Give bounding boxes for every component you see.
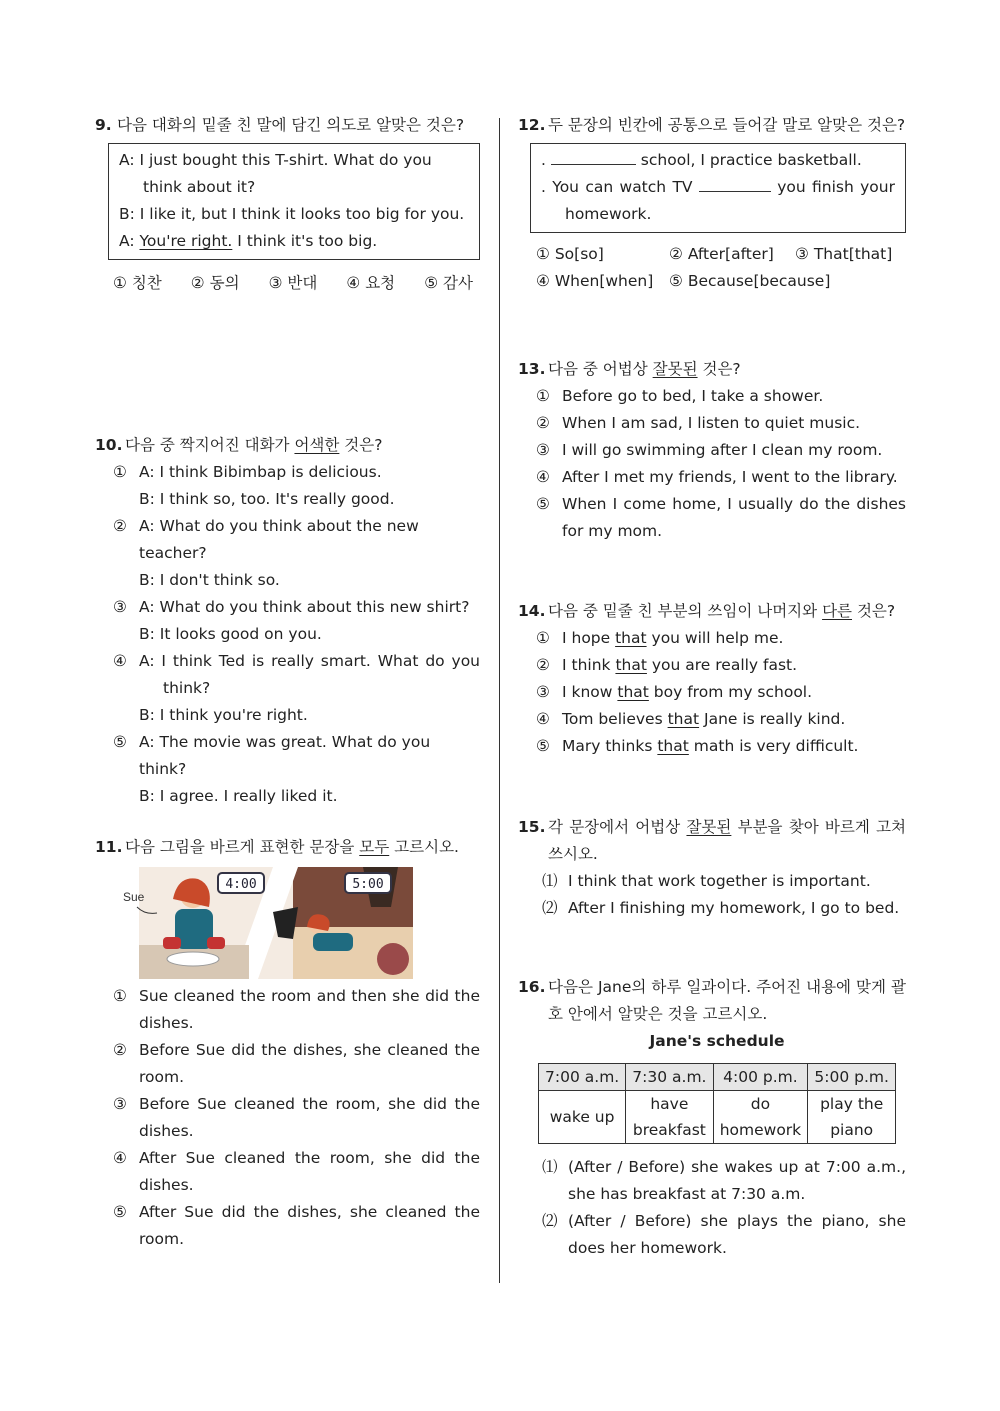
prompt-part: 각 문장에서 어법상 bbox=[548, 818, 687, 836]
option-4[interactable] bbox=[536, 464, 906, 491]
line-b: B: I don't think so. bbox=[139, 571, 280, 589]
item-1[interactable] bbox=[542, 868, 906, 895]
option-text: After Sue did the dishes, she cleaned the room. bbox=[139, 1203, 480, 1248]
item-1[interactable] bbox=[542, 1154, 906, 1208]
blank[interactable] bbox=[551, 150, 636, 165]
option-2[interactable] bbox=[113, 1037, 480, 1091]
option-3[interactable] bbox=[113, 594, 480, 648]
option-text: you will help me. bbox=[646, 629, 784, 647]
prompt-part: 것은? bbox=[697, 360, 741, 378]
option-1[interactable] bbox=[536, 383, 906, 410]
option-mark: ⑤ bbox=[113, 1203, 127, 1221]
item-text: After I finishing my homework, I go to bed. bbox=[568, 899, 900, 917]
option-3[interactable] bbox=[536, 437, 906, 464]
question-9 bbox=[95, 112, 480, 297]
line-b: B: I agree. I really liked it. bbox=[139, 787, 338, 805]
option-4[interactable] bbox=[113, 1145, 480, 1199]
option-mark: ① bbox=[113, 987, 127, 1005]
blank[interactable] bbox=[699, 177, 771, 192]
items bbox=[542, 1154, 906, 1262]
dialog-line bbox=[119, 228, 469, 255]
option-3[interactable]: ③ 반대 bbox=[268, 274, 318, 292]
item-text: I think that work together is important. bbox=[568, 872, 871, 890]
option-3[interactable] bbox=[113, 1091, 480, 1145]
option-1[interactable] bbox=[536, 625, 906, 652]
prompt-part: 고르시오. bbox=[389, 838, 459, 856]
underlined-word: that bbox=[657, 737, 689, 755]
answer-options bbox=[536, 625, 906, 760]
option-text: I know bbox=[562, 683, 618, 701]
activity-cell bbox=[713, 1091, 808, 1144]
activity-text: have bbox=[650, 1095, 689, 1113]
option-1[interactable]: ① So[so] bbox=[536, 245, 604, 263]
sue-illustration bbox=[123, 867, 413, 979]
sentences-box bbox=[530, 143, 906, 233]
option-mark: ③ bbox=[536, 683, 550, 701]
line-b: B: I think you're right. bbox=[139, 706, 308, 724]
underlined-phrase: You're right. bbox=[139, 232, 233, 250]
question-12 bbox=[518, 112, 906, 295]
option-text: I hope bbox=[562, 629, 616, 647]
underlined-word: that bbox=[615, 629, 647, 647]
underlined-word: that bbox=[617, 683, 649, 701]
question-number: 9. bbox=[95, 116, 112, 134]
option-mark: ① bbox=[536, 387, 550, 405]
underlined-word: that bbox=[667, 710, 700, 728]
question-number: 13. bbox=[518, 360, 546, 378]
speaker: A: bbox=[119, 151, 135, 169]
option-text: boy from my school. bbox=[648, 683, 813, 701]
prompt-part: 것은? bbox=[339, 436, 383, 454]
question-number: 16. bbox=[518, 978, 546, 996]
item-2[interactable] bbox=[542, 1208, 906, 1262]
activity-text: breakfast bbox=[632, 1121, 706, 1139]
option-1[interactable] bbox=[113, 983, 480, 1037]
line-a: A: The movie was great. What do you think? bbox=[139, 733, 431, 778]
option-3[interactable]: ③ That[that] bbox=[795, 245, 893, 263]
sentence-text: you finish your homework. bbox=[565, 178, 895, 223]
dialog-box bbox=[108, 143, 480, 260]
sue-shirt-2 bbox=[313, 933, 353, 951]
bullet: . bbox=[541, 151, 546, 169]
dialog-text: I like it, but I think it looks too big for you. bbox=[139, 205, 465, 223]
option-5[interactable] bbox=[113, 729, 480, 810]
line-b: B: It looks good on you. bbox=[139, 625, 322, 643]
option-4[interactable]: ④ When[when] bbox=[536, 272, 654, 290]
option-4[interactable] bbox=[113, 648, 480, 729]
basket bbox=[377, 943, 409, 975]
activity-text: piano bbox=[830, 1121, 874, 1139]
dialog-line bbox=[119, 201, 469, 228]
option-5[interactable] bbox=[113, 1199, 480, 1253]
option-text: I think bbox=[562, 656, 616, 674]
option-5[interactable]: ⑤ Because[because] bbox=[669, 272, 831, 290]
item-mark: ⑵ bbox=[542, 1212, 558, 1230]
sentence-2 bbox=[541, 174, 895, 228]
option-text: After I met my friends, I went to the library. bbox=[562, 468, 898, 486]
answer-options bbox=[113, 983, 480, 1253]
option-mark: ④ bbox=[113, 652, 127, 670]
bullet: . bbox=[541, 178, 546, 196]
underlined-word: that bbox=[615, 656, 647, 674]
prompt-underlined: 모두 bbox=[359, 838, 390, 856]
option-mark: ② bbox=[113, 1041, 127, 1059]
prompt-part: 부분을 찾아 바르게 고쳐 쓰시오. bbox=[548, 818, 906, 863]
speaker: B: bbox=[119, 205, 135, 223]
question-10 bbox=[95, 432, 480, 810]
option-3[interactable] bbox=[536, 679, 906, 706]
answer-options bbox=[536, 241, 906, 295]
activity-cell bbox=[808, 1091, 896, 1144]
prompt-part: 다음 중 밑줄 친 부분의 쓰임이 나머지와 bbox=[548, 602, 823, 620]
prompt-part: 다음 중 짝지어진 대화가 bbox=[125, 436, 295, 454]
time-cell: 4:00 p.m. bbox=[713, 1064, 808, 1091]
option-mark: ④ bbox=[536, 710, 550, 728]
option-mark: ⑤ bbox=[113, 733, 127, 751]
question-14 bbox=[518, 598, 906, 760]
question-11 bbox=[95, 834, 480, 1253]
option-mark: ② bbox=[113, 517, 127, 535]
line-a: A: I think Bibimbap is delicious. bbox=[139, 463, 382, 481]
option-mark: ③ bbox=[536, 441, 550, 459]
line-a: A: What do you think about the new teacher? bbox=[139, 517, 419, 562]
clock-1-text: 4:00 bbox=[225, 877, 257, 892]
sentence-text: You can watch TV bbox=[552, 178, 699, 196]
activity-text: homework bbox=[719, 1121, 802, 1139]
option-text: math is very difficult. bbox=[688, 737, 859, 755]
clock-2-text: 5:00 bbox=[352, 877, 384, 892]
option-text: you are really fast. bbox=[646, 656, 798, 674]
schedule-activity-row bbox=[539, 1091, 896, 1144]
question-number: 12. bbox=[518, 116, 546, 134]
option-text: Before Sue did the dishes, she cleaned the room. bbox=[139, 1041, 480, 1086]
time-cell: 7:30 a.m. bbox=[626, 1064, 713, 1091]
option-text: When I come home, I usually do the dishes for my mom. bbox=[562, 495, 906, 540]
question-prompt: 두 문장의 빈칸에 공통으로 들어갈 말로 알맞은 것은? bbox=[548, 116, 906, 134]
option-1[interactable] bbox=[113, 459, 480, 513]
dialog-text: I think it's too big. bbox=[232, 232, 378, 250]
option-mark: ① bbox=[113, 463, 127, 481]
option-text: Before Sue cleaned the room, she did the dishes. bbox=[139, 1095, 480, 1140]
prompt-part: 것은? bbox=[852, 602, 896, 620]
option-mark: ③ bbox=[113, 1095, 127, 1113]
option-4[interactable] bbox=[536, 706, 906, 733]
option-text: Before go to bed, I take a shower. bbox=[562, 387, 824, 405]
activity-text: wake up bbox=[549, 1108, 615, 1126]
question-13 bbox=[518, 356, 906, 545]
answer-options bbox=[536, 383, 906, 545]
speaker: A: bbox=[119, 232, 135, 250]
question-15 bbox=[518, 814, 906, 922]
line-a: A: I think Ted is really smart. What do you think? bbox=[139, 652, 480, 697]
question-prompt bbox=[125, 834, 480, 861]
option-text: I will go swimming after I clean my room. bbox=[562, 441, 883, 459]
question-number: 11. bbox=[95, 838, 123, 856]
option-mark: ③ bbox=[113, 598, 127, 616]
prompt-underlined: 다른 bbox=[822, 602, 853, 620]
prompt-underlined: 잘못된 bbox=[686, 818, 732, 836]
question-number: 15. bbox=[518, 818, 546, 836]
option-text: Sue cleaned the room and then she did the dishes. bbox=[139, 987, 480, 1032]
option-5[interactable] bbox=[536, 491, 906, 545]
option-2[interactable] bbox=[536, 652, 906, 679]
option-mark: ④ bbox=[113, 1149, 127, 1167]
illustration bbox=[123, 867, 413, 979]
line-a: A: What do you think about this new shirt? bbox=[139, 598, 470, 616]
column-divider bbox=[499, 118, 500, 1283]
question-prompt: 다음 대화의 밑줄 친 말에 담긴 의도로 알맞은 것은? bbox=[117, 116, 465, 134]
answer-options bbox=[113, 459, 480, 810]
question-prompt bbox=[548, 356, 906, 383]
question-prompt bbox=[548, 598, 906, 625]
option-2[interactable]: ② After[after] bbox=[669, 245, 774, 263]
prompt-part: 다음 그림을 바르게 표현한 문장을 bbox=[125, 838, 360, 856]
dialog-text: I just bought this T-shirt. What do you think about it? bbox=[139, 151, 432, 196]
option-1[interactable]: ① 칭찬 bbox=[113, 274, 162, 292]
option-5[interactable] bbox=[536, 733, 906, 760]
option-5[interactable]: ⑤ 감사 bbox=[424, 274, 473, 292]
dialog-line bbox=[119, 147, 469, 201]
item-text: (After / Before) she plays the piano, she does her homework. bbox=[568, 1212, 906, 1257]
option-mark: ① bbox=[536, 629, 550, 647]
activity-text: do bbox=[750, 1095, 771, 1113]
line-b: B: I think so, too. It's really good. bbox=[139, 490, 395, 508]
option-2[interactable] bbox=[536, 410, 906, 437]
prompt-part: 다음 중 어법상 bbox=[548, 360, 653, 378]
option-text: After Sue cleaned the room, she did the dishes. bbox=[139, 1149, 480, 1194]
prompt-underlined: 잘못된 bbox=[652, 360, 698, 378]
question-prompt bbox=[125, 432, 480, 459]
glove-left bbox=[163, 937, 181, 949]
option-mark: ② bbox=[536, 414, 550, 432]
dish bbox=[167, 952, 219, 966]
sentence-1 bbox=[541, 147, 895, 174]
question-prompt bbox=[548, 814, 906, 868]
schedule-header-row bbox=[539, 1064, 896, 1091]
question-16 bbox=[518, 974, 906, 1262]
answer-options bbox=[113, 270, 473, 297]
item-2[interactable] bbox=[542, 895, 906, 922]
activity-cell bbox=[626, 1091, 713, 1144]
question-number: 14. bbox=[518, 602, 546, 620]
question-prompt: 다음은 Jane의 하루 일과이다. 주어진 내용에 맞게 괄호 안에서 알맞은 것을 고르시오. bbox=[548, 978, 906, 1023]
item-mark: ⑵ bbox=[542, 899, 558, 917]
time-cell: 7:00 a.m. bbox=[539, 1064, 626, 1091]
option-mark: ④ bbox=[536, 468, 550, 486]
option-text: Mary thinks bbox=[562, 737, 658, 755]
sentence-text: school, I practice basketball. bbox=[635, 151, 862, 169]
option-text: Jane is really kind. bbox=[699, 710, 846, 728]
activity-cell bbox=[539, 1091, 626, 1144]
schedule-title: Jane's schedule bbox=[649, 1032, 785, 1050]
option-mark: ⑤ bbox=[536, 737, 550, 755]
option-mark: ② bbox=[536, 656, 550, 674]
glove-right bbox=[207, 937, 225, 949]
option-text: When I am sad, I listen to quiet music. bbox=[562, 414, 861, 432]
item-mark: ⑴ bbox=[542, 1158, 558, 1176]
sue-label: Sue bbox=[123, 890, 145, 904]
question-number: 10. bbox=[95, 436, 123, 454]
option-4[interactable]: ④ 요청 bbox=[346, 274, 396, 292]
items bbox=[542, 868, 906, 922]
option-mark: ⑤ bbox=[536, 495, 550, 513]
option-2[interactable]: ② 동의 bbox=[190, 274, 240, 292]
time-cell: 5:00 p.m. bbox=[808, 1064, 896, 1091]
prompt-underlined: 어색한 bbox=[294, 436, 340, 454]
item-mark: ⑴ bbox=[542, 872, 558, 890]
option-2[interactable] bbox=[113, 513, 480, 594]
item-text: (After / Before) she wakes up at 7:00 a.m., she has breakfast at 7:30 a.m. bbox=[568, 1158, 906, 1203]
option-text: Tom believes bbox=[562, 710, 668, 728]
schedule-table bbox=[538, 1063, 896, 1144]
activity-text: play the bbox=[820, 1095, 884, 1113]
